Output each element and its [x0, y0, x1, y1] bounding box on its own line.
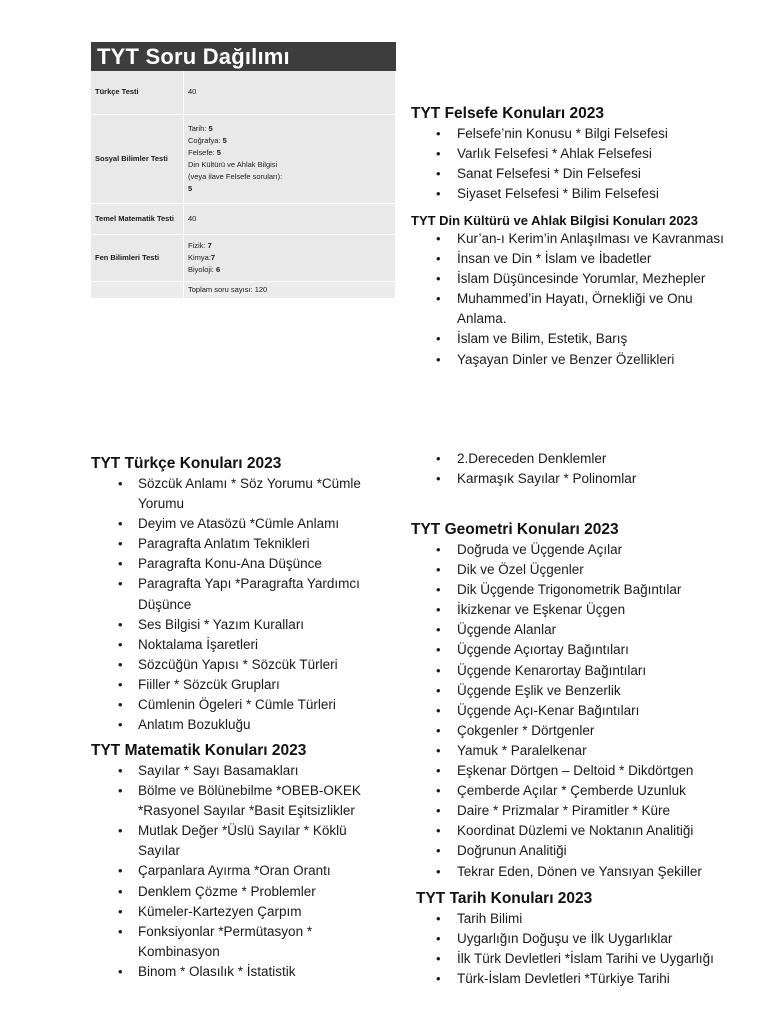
felsefe-value: 5 [216, 147, 221, 157]
table-row [91, 234, 396, 281]
distribution-title: TYT Soru Dağılımı [91, 42, 396, 71]
turkce-label: Türkçe Testi [91, 71, 184, 114]
matematik-value: 40 [184, 203, 396, 234]
list-item: • Anlatım Bozukluğu [91, 715, 391, 735]
matematik-section [91, 741, 391, 982]
list-item: • Üçgende Alanlar [411, 620, 741, 640]
biyoloji-label: Biyoloji: [188, 264, 214, 274]
list-item: • Varlık Felsefesi * Ahlak Felsefesi [411, 144, 741, 164]
cografya-value: 5 [222, 135, 227, 145]
fen-details [184, 234, 396, 281]
matematik-continued-section [411, 449, 741, 489]
felsefe-section [411, 104, 741, 204]
list-item: • Karmaşık Sayılar * Polinomlar [411, 469, 741, 489]
list-item: • Yaşayan Dinler ve Benzer Özellikleri [411, 350, 741, 370]
list-item: • Sayılar * Sayı Basamakları [91, 761, 391, 781]
list-item: • 2.Dereceden Denklemler [411, 449, 741, 469]
sosyal-label: Sosyal Bilimler Testi [91, 114, 184, 203]
list-item: • Sanat Felsefesi * Din Felsefesi [411, 164, 741, 184]
list-item: • Denklem Çözme * Problemler [91, 882, 391, 902]
din-section [411, 212, 741, 370]
list-item: • Yamuk * Paralelkenar [411, 741, 741, 761]
list-item: • Paragrafta Yapı *Paragrafta Yardımcı Düşünce [91, 574, 391, 614]
kimya-label: Kimya: [188, 252, 211, 262]
list-item: • Dik Üçgende Trigonometrik Bağıntılar [411, 580, 741, 600]
tarih-label: Tarih: [188, 123, 207, 133]
list-item: • Fiiller * Sözcük Grupları [91, 675, 391, 695]
list-item: • Uygarlığın Doğuşu ve İlk Uygarlıklar [411, 929, 746, 949]
din-value: 5 [188, 183, 193, 193]
felsefe-title: TYT Felsefe Konuları 2023 [411, 105, 604, 122]
list-item: • Çokgenler * Dörtgenler [411, 721, 741, 741]
biyoloji-value: 6 [215, 264, 221, 274]
list-item: • Sözcüğün Yapısı * Sözcük Türleri [91, 655, 391, 675]
geometri-title: TYT Geometri Konuları 2023 [411, 521, 619, 538]
list-item: • Eşkenar Dörtgen – Deltoid * Dikdörtgen [411, 761, 741, 781]
matematik-continued-list [411, 449, 741, 489]
list-item: • İnsan ve Din * İslam ve İbadetler [411, 249, 741, 269]
fizik-value: 7 [207, 240, 212, 250]
list-item: • Doğruda ve Üçgende Açılar [411, 540, 741, 560]
list-item: • Noktalama İşaretleri [91, 635, 391, 655]
list-item: • Türk-İslam Devletleri *Türkiye Tarihi [411, 969, 746, 989]
list-item: • Daire * Prizmalar * Piramitler * Küre [411, 801, 741, 821]
tarih-section [416, 889, 746, 989]
tarih-title: TYT Tarih Konuları 2023 [416, 890, 593, 907]
list-item: • Cümlenin Ögeleri * Cümle Türleri [91, 695, 391, 715]
din-note: (veya ilave Felsefe soruları): [188, 171, 283, 181]
list-item: • İkizkenar ve Eşkenar Üçgen [411, 600, 741, 620]
list-item: • Kümeler-Kartezyen Çarpım [91, 902, 391, 922]
list-item: • Ses Bilgisi * Yazım Kuralları [91, 615, 391, 635]
list-item: • İslam ve Bilim, Estetik, Barış [411, 329, 741, 349]
list-item: • Koordinat Düzlemi ve Noktanın Analitiği [411, 821, 741, 841]
total-value: Toplam soru sayısı: 120 [184, 281, 396, 298]
distribution-table-block [91, 42, 396, 299]
table-row [91, 281, 396, 298]
list-item: • İlk Türk Devletleri *İslam Tarihi ve Uygarlığı [411, 949, 746, 969]
din-label: Din Kültürü ve Ahlak Bilgisi [188, 159, 278, 169]
kimya-value: 7 [210, 252, 216, 262]
list-item: • Üçgende Kenarortay Bağıntıları [411, 661, 741, 681]
list-item: • Mutlak Değer *Üslü Sayılar * Köklü Sayılar [91, 821, 391, 861]
list-item: • Paragrafta Anlatım Teknikleri [91, 534, 391, 554]
geometri-section [411, 520, 741, 882]
table-row [91, 203, 396, 234]
list-item: • Üçgende Açıortay Bağıntıları [411, 640, 741, 660]
list-item: • Bölme ve Bölünebilme *OBEB-OKEK *Rasyonel Sayılar *Basit Eşitsizlikler [91, 781, 391, 821]
list-item: • Kur’an-ı Kerim’in Anlaşılması ve Kavranması [411, 229, 741, 249]
felsefe-list [411, 124, 741, 204]
tarih-list [411, 909, 746, 989]
list-item: • İslam Düşüncesinde Yorumlar, Mezhepler [411, 269, 741, 289]
fen-label: Fen Bilimleri Testi [91, 234, 184, 281]
sosyal-details [184, 114, 396, 203]
tarih-value: 5 [208, 123, 213, 133]
matematik-label: Temel Matematik Testi [91, 203, 184, 234]
total-spacer [91, 281, 184, 298]
list-item: • Çemberde Açılar * Çemberde Uzunluk [411, 781, 741, 801]
list-item: • Paragrafta Konu-Ana Düşünce [91, 554, 391, 574]
felsefe-label: Felsefe: [188, 147, 215, 157]
matematik-list [91, 761, 391, 982]
list-item: • Sözcük Anlamı * Söz Yorumu *Cümle Yorumu [91, 474, 391, 514]
turkce-value: 40 [184, 71, 396, 114]
list-item: • Fonksiyonlar *Permütasyon * Kombinasyon [91, 922, 391, 962]
turkce-title: TYT Türkçe Konuları 2023 [91, 455, 282, 472]
cografya-label: Coğrafya: [188, 135, 221, 145]
list-item: • Siyaset Felsefesi * Bilim Felsefesi [411, 184, 741, 204]
list-item: • Tarih Bilimi [411, 909, 746, 929]
din-title: TYT Din Kültürü ve Ahlak Bilgisi Konuları 2023 [411, 213, 699, 228]
list-item: • Çarpanlara Ayırma *Oran Orantı [91, 861, 391, 881]
turkce-list [91, 474, 391, 735]
din-list [411, 229, 741, 370]
geometri-list [411, 540, 741, 882]
table-row [91, 114, 396, 203]
list-item: • Tekrar Eden, Dönen ve Yansıyan Şekiller [411, 862, 741, 882]
turkce-section [91, 454, 391, 735]
matematik-title: TYT Matematik Konuları 2023 [91, 742, 307, 759]
list-item: • Üçgende Açı-Kenar Bağıntıları [411, 701, 741, 721]
distribution-table [91, 71, 396, 299]
table-row [91, 71, 396, 114]
list-item: • Felsefe’nin Konusu * Bilgi Felsefesi [411, 124, 741, 144]
list-item: • Binom * Olasılık * İstatistik [91, 962, 391, 982]
list-item: • Dik ve Özel Üçgenler [411, 560, 741, 580]
list-item: • Doğrunun Analitiği [411, 841, 741, 861]
list-item: • Deyim ve Atasözü *Cümle Anlamı [91, 514, 391, 534]
fizik-label: Fizik: [188, 240, 206, 250]
list-item: • Üçgende Eşlik ve Benzerlik [411, 681, 741, 701]
list-item: • Muhammed’in Hayatı, Örnekliği ve Onu Anlama. [411, 289, 741, 329]
